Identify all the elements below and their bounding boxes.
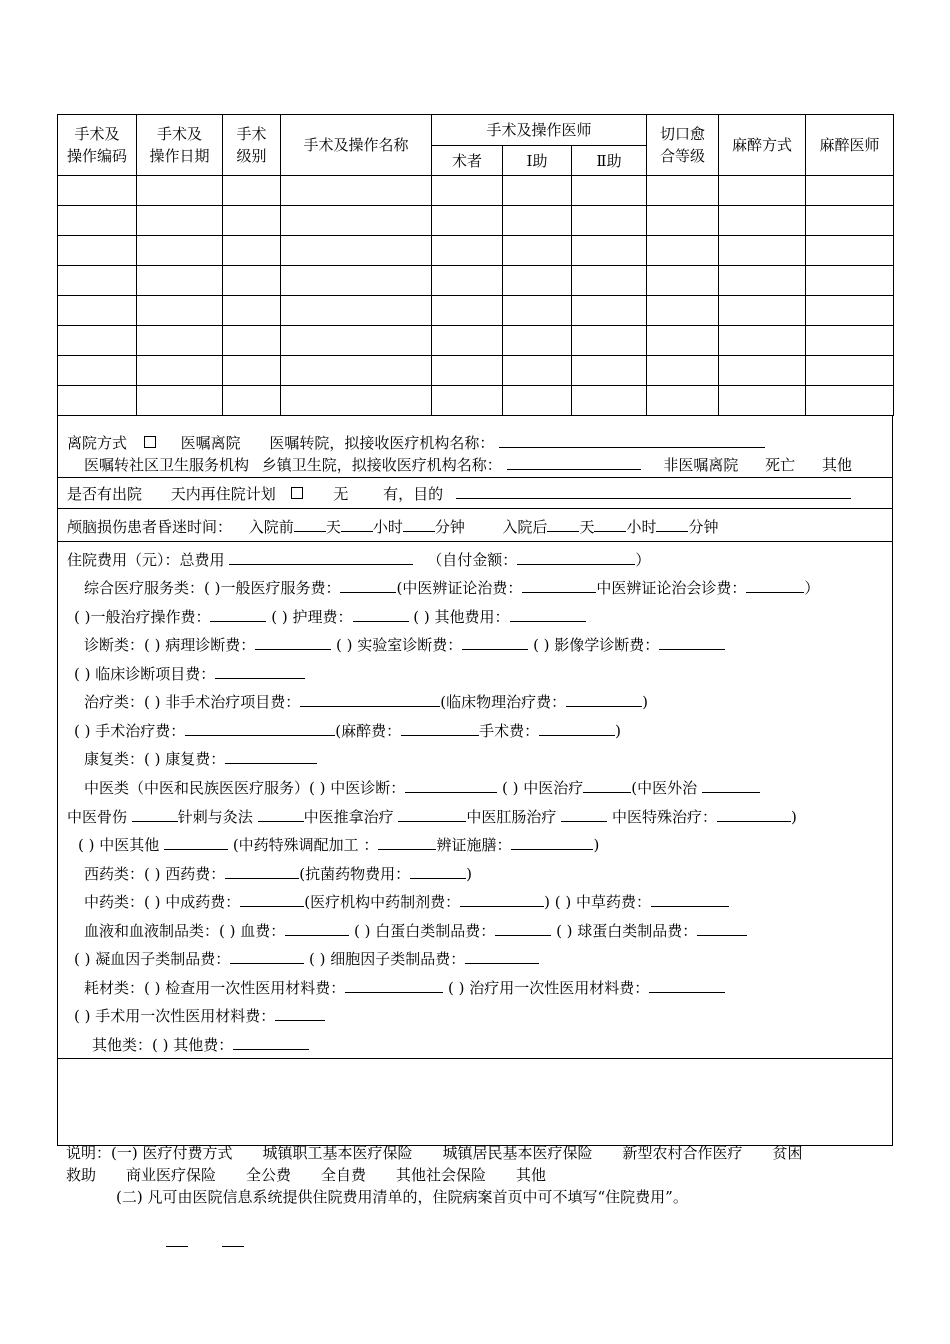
- table-cell[interactable]: [647, 296, 719, 326]
- note-line-2: 救助 商业医疗保险 全公费 全自费 其他社会保险 其他: [66, 1166, 547, 1184]
- header-assistant1: Ⅰ助: [503, 146, 572, 176]
- massage-field[interactable]: [398, 806, 466, 822]
- table-cell[interactable]: [572, 386, 647, 416]
- table-cell[interactable]: [647, 176, 719, 206]
- unit-day: 天: [579, 518, 595, 536]
- coma-label: 颅脑损伤患者昏迷时间：: [67, 518, 233, 536]
- table-cell[interactable]: [572, 176, 647, 206]
- coma-after-days[interactable]: [547, 516, 579, 532]
- diet-therapy-field[interactable]: [511, 834, 593, 850]
- albumin-field[interactable]: [495, 920, 551, 936]
- discharge-section: [57, 416, 893, 478]
- table-cell[interactable]: [281, 176, 432, 206]
- dash-mark: [166, 1246, 188, 1247]
- other-category-label: 其他类：( ) 其他费：: [92, 1036, 234, 1054]
- tcm-consult-label: 中医辨证论治会诊费：: [596, 579, 747, 597]
- header-assistant2: Ⅱ助: [572, 146, 647, 176]
- table-cell[interactable]: [281, 236, 432, 266]
- readmit-yes: 有，目的: [383, 485, 444, 503]
- table-cell[interactable]: [572, 296, 647, 326]
- western-drug-label: 西药类：( ) 西药费：: [84, 865, 226, 883]
- herbal-processing-label: (中药特殊调配加工 ：: [232, 836, 379, 854]
- blood-fee-label: 血液和血液制品类：( ) 血费：: [84, 922, 286, 940]
- herbal-medicine-field[interactable]: [651, 891, 729, 907]
- table-row: [58, 176, 894, 206]
- table-cell[interactable]: [58, 176, 137, 206]
- other-category-field[interactable]: [233, 1034, 309, 1050]
- table-cell[interactable]: [647, 236, 719, 266]
- general-service-label: 综合医疗服务类：( )一般医疗服务费：: [84, 579, 341, 597]
- table-cell[interactable]: [58, 266, 137, 296]
- discharge-label: 离院方式: [67, 434, 128, 452]
- tcm-other-field[interactable]: [164, 834, 228, 850]
- table-cell[interactable]: [806, 356, 894, 386]
- pathology-field[interactable]: [255, 634, 331, 650]
- discharge-opt4: 非医嘱离院: [663, 456, 739, 474]
- table-cell[interactable]: [647, 266, 719, 296]
- massage-label: 中医推拿治疗: [303, 808, 394, 826]
- coma-after-hours[interactable]: [594, 516, 626, 532]
- paren: ): [466, 865, 472, 883]
- other-fee-field[interactable]: [510, 606, 586, 622]
- tcm-treatment-field[interactable]: [583, 777, 631, 793]
- table-cell[interactable]: [223, 266, 281, 296]
- table-cell[interactable]: [806, 326, 894, 356]
- table-row: [58, 206, 894, 236]
- surgical-treatment-label: ( ) 手术治疗费：: [74, 722, 186, 740]
- total-fee-label: 住院费用（元）：总费用: [67, 551, 225, 569]
- pathology-label: 诊断类：( ) 病理诊断费：: [84, 636, 256, 654]
- table-cell[interactable]: [503, 296, 572, 326]
- general-treatment-field[interactable]: [210, 606, 266, 622]
- herbal-processing-field[interactable]: [378, 834, 436, 850]
- surgery-table: [57, 114, 894, 416]
- table-row: [58, 356, 894, 386]
- exam-material-label: 耗材类：( ) 检查用一次性医用材料费：: [84, 979, 346, 997]
- discharge-opt1: 医嘱离院: [180, 434, 241, 452]
- table-cell[interactable]: [137, 206, 223, 236]
- table-row: [58, 266, 894, 296]
- coagulation-field[interactable]: [230, 948, 304, 964]
- general-treatment-label: ( )一般治疗操作费：: [74, 608, 211, 626]
- header-surgeon: 术者: [432, 146, 503, 176]
- table-cell[interactable]: [503, 176, 572, 206]
- community-institution-field[interactable]: [507, 454, 641, 470]
- table-cell[interactable]: [137, 236, 223, 266]
- treatment-material-label: ( ) 治疗用一次性医用材料费：: [448, 979, 650, 997]
- physio-label: (临床物理治疗费：: [440, 693, 567, 711]
- table-cell[interactable]: [719, 266, 806, 296]
- anesthesia-fee-field[interactable]: [401, 720, 479, 736]
- table-cell[interactable]: [719, 176, 806, 206]
- tcm-treatment-label: ( ) 中医治疗: [502, 779, 584, 797]
- table-cell[interactable]: [572, 266, 647, 296]
- table-cell[interactable]: [719, 326, 806, 356]
- antibiotic-label: (抗菌药物费用：: [299, 865, 411, 883]
- table-cell[interactable]: [58, 386, 137, 416]
- table-cell[interactable]: [223, 236, 281, 266]
- tcm-other-label: ( ) 中医其他: [78, 836, 160, 854]
- table-cell[interactable]: [432, 236, 503, 266]
- anorectal-field[interactable]: [561, 806, 607, 822]
- paren: ): [593, 836, 600, 854]
- imaging-label: ( ) 影像学诊断费：: [533, 636, 660, 654]
- table-cell[interactable]: [281, 296, 432, 326]
- table-cell[interactable]: [806, 206, 894, 236]
- rehab-label: 康复类：( ) 康复费：: [84, 750, 226, 768]
- tcm-external-field[interactable]: [702, 777, 760, 793]
- table-row: [58, 296, 894, 326]
- exam-material-field[interactable]: [345, 977, 443, 993]
- acupuncture-label: 针刺与灸法: [177, 808, 253, 826]
- table-cell[interactable]: [572, 356, 647, 386]
- cytokine-label: ( ) 细胞因子类制品费：: [309, 950, 466, 968]
- table-cell[interactable]: [719, 236, 806, 266]
- fees-section: [57, 542, 893, 1059]
- table-cell[interactable]: [572, 326, 647, 356]
- discharge-checkbox[interactable]: [144, 436, 156, 448]
- western-drug-field[interactable]: [225, 863, 299, 879]
- clinical-diagnosis-field[interactable]: [215, 663, 305, 679]
- other-fee-label: ( ) 其他费用：: [413, 608, 510, 626]
- blank-section: [57, 1059, 893, 1146]
- anorectal-label: 中医肛肠治疗: [466, 808, 557, 826]
- physio-field[interactable]: [566, 691, 642, 707]
- paren: ）: [635, 551, 651, 569]
- treatment-material-field[interactable]: [649, 977, 725, 993]
- coma-before-label: 入院前: [248, 518, 294, 536]
- surgery-fee-label: 手术费：: [479, 722, 540, 740]
- tcm-syndrome-label: (中医辨证论治费：: [396, 579, 523, 597]
- non-surgical-field[interactable]: [300, 691, 440, 707]
- table-cell[interactable]: [223, 386, 281, 416]
- dash-mark: [222, 1246, 244, 1247]
- coma-section: [57, 509, 893, 542]
- anesthesia-fee-label: (麻醉费：: [335, 722, 402, 740]
- header-doctor-group: 手术及操作医师: [432, 115, 647, 146]
- self-pay-label: （自付金额：: [427, 551, 518, 569]
- paren: ): [642, 693, 648, 711]
- coma-before-hours[interactable]: [341, 516, 373, 532]
- tcm-special-field[interactable]: [717, 806, 791, 822]
- clinical-diagnosis-label: ( ) 临床诊断项目费：: [74, 665, 216, 683]
- table-cell[interactable]: [432, 296, 503, 326]
- hospital-preparation-field[interactable]: [460, 891, 544, 907]
- table-cell[interactable]: [58, 326, 137, 356]
- nursing-field[interactable]: [353, 606, 409, 622]
- general-service-field[interactable]: [340, 577, 396, 593]
- table-cell[interactable]: [503, 356, 572, 386]
- table-cell[interactable]: [572, 236, 647, 266]
- table-cell[interactable]: [223, 356, 281, 386]
- table-cell[interactable]: [432, 266, 503, 296]
- table-cell[interactable]: [806, 236, 894, 266]
- albumin-label: ( ) 白蛋白类制品费：: [354, 922, 496, 940]
- table-cell[interactable]: [58, 296, 137, 326]
- table-cell[interactable]: [281, 266, 432, 296]
- non-surgical-label: 治疗类：( ) 非手术治疗项目费：: [84, 693, 301, 711]
- surgical-material-label: ( ) 手术用一次性医用材料费：: [74, 1007, 276, 1025]
- form-frame: [57, 114, 892, 1146]
- unit-minute: 分钟: [688, 518, 719, 536]
- readmission-section: [57, 478, 893, 509]
- surgical-material-field[interactable]: [275, 1005, 325, 1021]
- lab-field[interactable]: [462, 634, 528, 650]
- readmit-label: 是否有出院: [67, 485, 143, 503]
- table-cell[interactable]: [223, 206, 281, 236]
- table-cell[interactable]: [572, 206, 647, 236]
- table-row: [58, 386, 894, 416]
- table-cell[interactable]: [647, 326, 719, 356]
- header-name: 手术及操作名称: [281, 115, 432, 176]
- header-anesthesiologist: 麻醉医师: [806, 115, 894, 176]
- table-cell[interactable]: [719, 206, 806, 236]
- chinese-patent-field[interactable]: [240, 891, 304, 907]
- table-cell[interactable]: [223, 326, 281, 356]
- table-row: [58, 326, 894, 356]
- tcm-syndrome-field[interactable]: [522, 577, 596, 593]
- diet-therapy-label: 辨证施膳：: [436, 836, 512, 854]
- table-cell[interactable]: [503, 266, 572, 296]
- paren: ）: [804, 579, 820, 597]
- imaging-field[interactable]: [659, 634, 725, 650]
- antibiotic-field[interactable]: [410, 863, 466, 879]
- hospital-preparation-label: (医疗机构中药制剂费：: [304, 893, 461, 911]
- table-cell[interactable]: [719, 296, 806, 326]
- readmit-no: 无: [333, 485, 349, 503]
- table-cell[interactable]: [503, 386, 572, 416]
- herbal-medicine-label: ) ( ) 中草药费：: [544, 893, 651, 911]
- note-line-3: (二) 凡可由医院信息系统提供住院费用清单的，住院病案首页中可不填写“住院费用”。: [116, 1188, 688, 1206]
- tcm-consult-field[interactable]: [746, 577, 804, 593]
- table-cell[interactable]: [223, 176, 281, 206]
- unit-minute: 分钟: [434, 518, 465, 536]
- table-cell[interactable]: [503, 326, 572, 356]
- table-cell[interactable]: [137, 296, 223, 326]
- total-fee-field[interactable]: [229, 549, 413, 565]
- paren: ): [790, 808, 797, 826]
- unit-hour: 小时: [372, 518, 403, 536]
- table-cell[interactable]: [806, 266, 894, 296]
- header-incision: 切口愈 合等级: [647, 115, 719, 176]
- table-cell[interactable]: [432, 356, 503, 386]
- table-cell[interactable]: [647, 206, 719, 236]
- coma-before-days[interactable]: [294, 516, 326, 532]
- tcm-bone-label: 中医骨伤: [67, 808, 128, 826]
- tcm-external-label: (中医外治: [631, 779, 698, 797]
- unit-hour: 小时: [626, 518, 657, 536]
- surgical-treatment-field[interactable]: [185, 720, 335, 736]
- readmit-purpose-field[interactable]: [456, 483, 851, 499]
- table-cell[interactable]: [58, 356, 137, 386]
- readmit-plan: 天内再住院计划: [170, 485, 276, 503]
- discharge-opt2: 医嘱转院，拟接收医疗机构名称：: [269, 434, 495, 452]
- coma-before-minutes[interactable]: [403, 516, 435, 532]
- transfer-institution-field[interactable]: [499, 432, 765, 448]
- table-cell[interactable]: [647, 356, 719, 386]
- header-date: 手术及 操作日期: [137, 115, 223, 176]
- table-cell[interactable]: [137, 176, 223, 206]
- surgery-fee-field[interactable]: [539, 720, 615, 736]
- readmit-checkbox[interactable]: [291, 487, 303, 499]
- header-code: 手术及 操作编码: [58, 115, 137, 176]
- coma-after-minutes[interactable]: [656, 516, 688, 532]
- acupuncture-field[interactable]: [258, 806, 304, 822]
- table-cell[interactable]: [223, 296, 281, 326]
- table-cell[interactable]: [719, 356, 806, 386]
- table-cell[interactable]: [806, 386, 894, 416]
- rehab-field[interactable]: [225, 748, 317, 764]
- note-line-1: 说明：(一) 医疗付费方式 城镇职工基本医疗保险 城镇居民基本医疗保险 新型农村合作医疗 贫困: [66, 1144, 803, 1162]
- table-cell[interactable]: [432, 386, 503, 416]
- globulin-label: ( ) 球蛋白类制品费：: [556, 922, 698, 940]
- table-cell[interactable]: [432, 326, 503, 356]
- coagulation-label: ( ) 凝血因子类制品费：: [74, 950, 231, 968]
- table-cell[interactable]: [503, 236, 572, 266]
- blood-fee-field[interactable]: [285, 920, 349, 936]
- table-cell[interactable]: [281, 386, 432, 416]
- tcm-bone-field[interactable]: [132, 806, 178, 822]
- table-cell[interactable]: [281, 326, 432, 356]
- table-cell[interactable]: [806, 296, 894, 326]
- coma-after-label: 入院后: [502, 518, 548, 536]
- table-cell[interactable]: [647, 386, 719, 416]
- discharge-opt5: 死亡: [765, 456, 796, 474]
- chinese-patent-label: 中药类：( ) 中成药费：: [84, 893, 241, 911]
- header-level: 手术 级别: [223, 115, 281, 176]
- table-cell[interactable]: [58, 236, 137, 266]
- table-cell[interactable]: [58, 206, 137, 236]
- globulin-field[interactable]: [697, 920, 747, 936]
- cytokine-field[interactable]: [465, 948, 539, 964]
- table-cell[interactable]: [137, 266, 223, 296]
- table-cell[interactable]: [137, 356, 223, 386]
- table-cell[interactable]: [281, 356, 432, 386]
- unit-day: 天: [325, 518, 341, 536]
- nursing-label: ( ) 护理费：: [271, 608, 353, 626]
- table-cell[interactable]: [503, 206, 572, 236]
- tcm-special-label: 中医特殊治疗：: [611, 808, 717, 826]
- table-cell[interactable]: [137, 326, 223, 356]
- discharge-opt3: 医嘱转社区卫生服务机构: [84, 456, 250, 474]
- tcm-diagnosis-field[interactable]: [405, 777, 497, 793]
- tcm-diagnosis-label: 中医类（中医和民族医医疗服务）( ) 中医诊断：: [84, 779, 406, 797]
- self-pay-field[interactable]: [517, 549, 635, 565]
- table-cell[interactable]: [719, 386, 806, 416]
- lab-label: ( ) 实验室诊断费：: [336, 636, 463, 654]
- discharge-opt6: 其他: [821, 456, 852, 474]
- table-cell[interactable]: [281, 206, 432, 236]
- table-cell[interactable]: [432, 176, 503, 206]
- paren: ): [615, 722, 621, 740]
- header-anesthesia-method: 麻醉方式: [719, 115, 806, 176]
- table-cell[interactable]: [137, 386, 223, 416]
- table-row: [58, 236, 894, 266]
- table-cell[interactable]: [432, 206, 503, 236]
- discharge-opt3b: 乡镇卫生院，拟接收医疗机构名称：: [261, 456, 502, 474]
- table-cell[interactable]: [806, 176, 894, 206]
